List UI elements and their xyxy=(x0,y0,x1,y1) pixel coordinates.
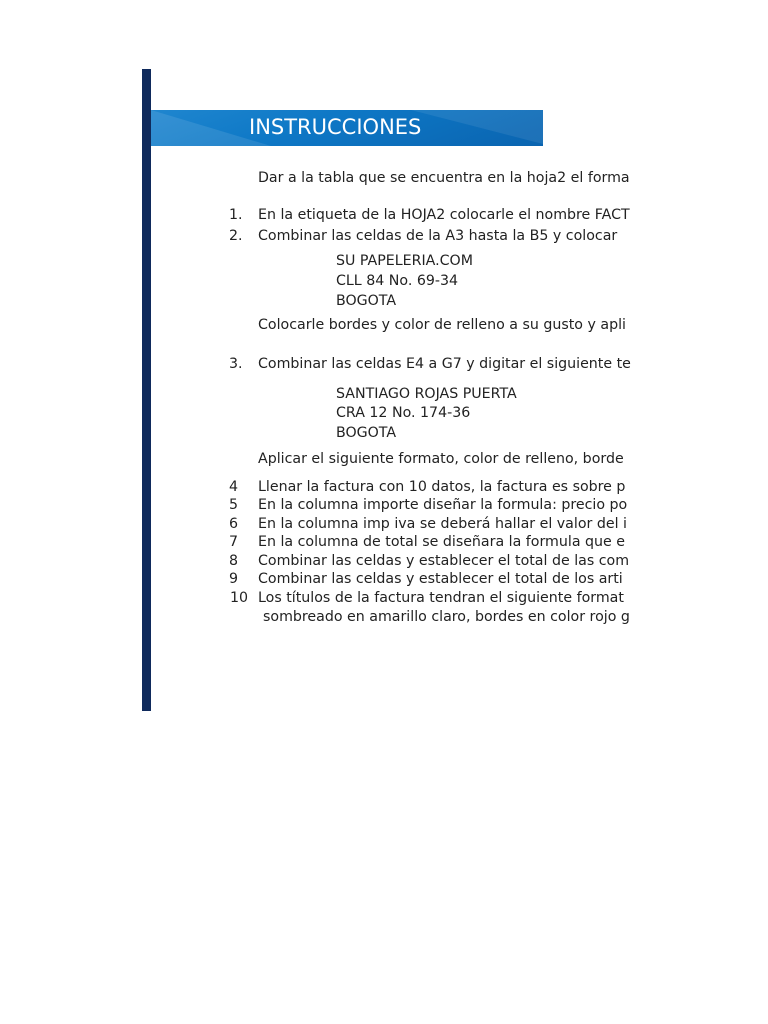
list-item: En la columna importe diseñar la formula: precio po xyxy=(258,497,628,513)
address-line: CRA 12 No. 174-36 xyxy=(336,405,471,421)
step-number: 3. xyxy=(229,356,243,372)
list-item: Combinar las celdas y establecer el total de los arti xyxy=(258,571,623,587)
list-number: 5 xyxy=(229,497,239,513)
list-item: Los títulos de la factura tendran el siguiente format xyxy=(258,590,624,606)
sidebar-accent-bar xyxy=(142,69,151,711)
list-item: En la columna de total se diseñara la formula que e xyxy=(258,534,625,550)
address-line: SANTIAGO ROJAS PUERTA xyxy=(336,386,517,402)
step-text: En la etiqueta de la HOJA2 colocarle el nombre FACT xyxy=(258,207,630,223)
list-number: 10 xyxy=(230,590,249,606)
address-line: SU PAPELERIA.COM xyxy=(336,253,473,269)
list-item: Combinar las celdas y establecer el total de las com xyxy=(258,553,630,569)
header-banner xyxy=(151,110,543,146)
step-text: Combinar las celdas E4 a G7 y digitar el siguiente te xyxy=(258,356,631,372)
step-number: 2. xyxy=(229,228,243,244)
instructions-body xyxy=(151,150,649,670)
list-number: 7 xyxy=(229,534,239,550)
banner-shade xyxy=(411,110,543,146)
list-item: Llenar la factura con 10 datos, la factura es sobre p xyxy=(258,479,626,495)
page-title: INSTRUCCIONES xyxy=(249,115,422,139)
list-number: 4 xyxy=(229,479,239,495)
list-item-continuation: sombreado en amarillo claro, bordes en color rojo g xyxy=(263,609,630,625)
intro-text: Dar a la tabla que se encuentra en la hoja2 el forma xyxy=(258,170,630,186)
list-number: 6 xyxy=(229,516,239,532)
list-number: 9 xyxy=(229,571,239,587)
note-text: Aplicar el siguiente formato, color de relleno, borde xyxy=(258,451,624,467)
note-text: Colocarle bordes y color de relleno a su gusto y apli xyxy=(258,317,626,333)
address-line: BOGOTA xyxy=(336,425,397,441)
address-line: BOGOTA xyxy=(336,293,397,309)
address-line: CLL 84 No. 69-34 xyxy=(336,273,459,289)
step-text: Combinar las celdas de la A3 hasta la B5 y colocar xyxy=(258,228,618,244)
list-item: En la columna imp iva se deberá hallar el valor del i xyxy=(258,516,627,532)
step-number: 1. xyxy=(229,207,243,223)
list-number: 8 xyxy=(229,553,239,569)
